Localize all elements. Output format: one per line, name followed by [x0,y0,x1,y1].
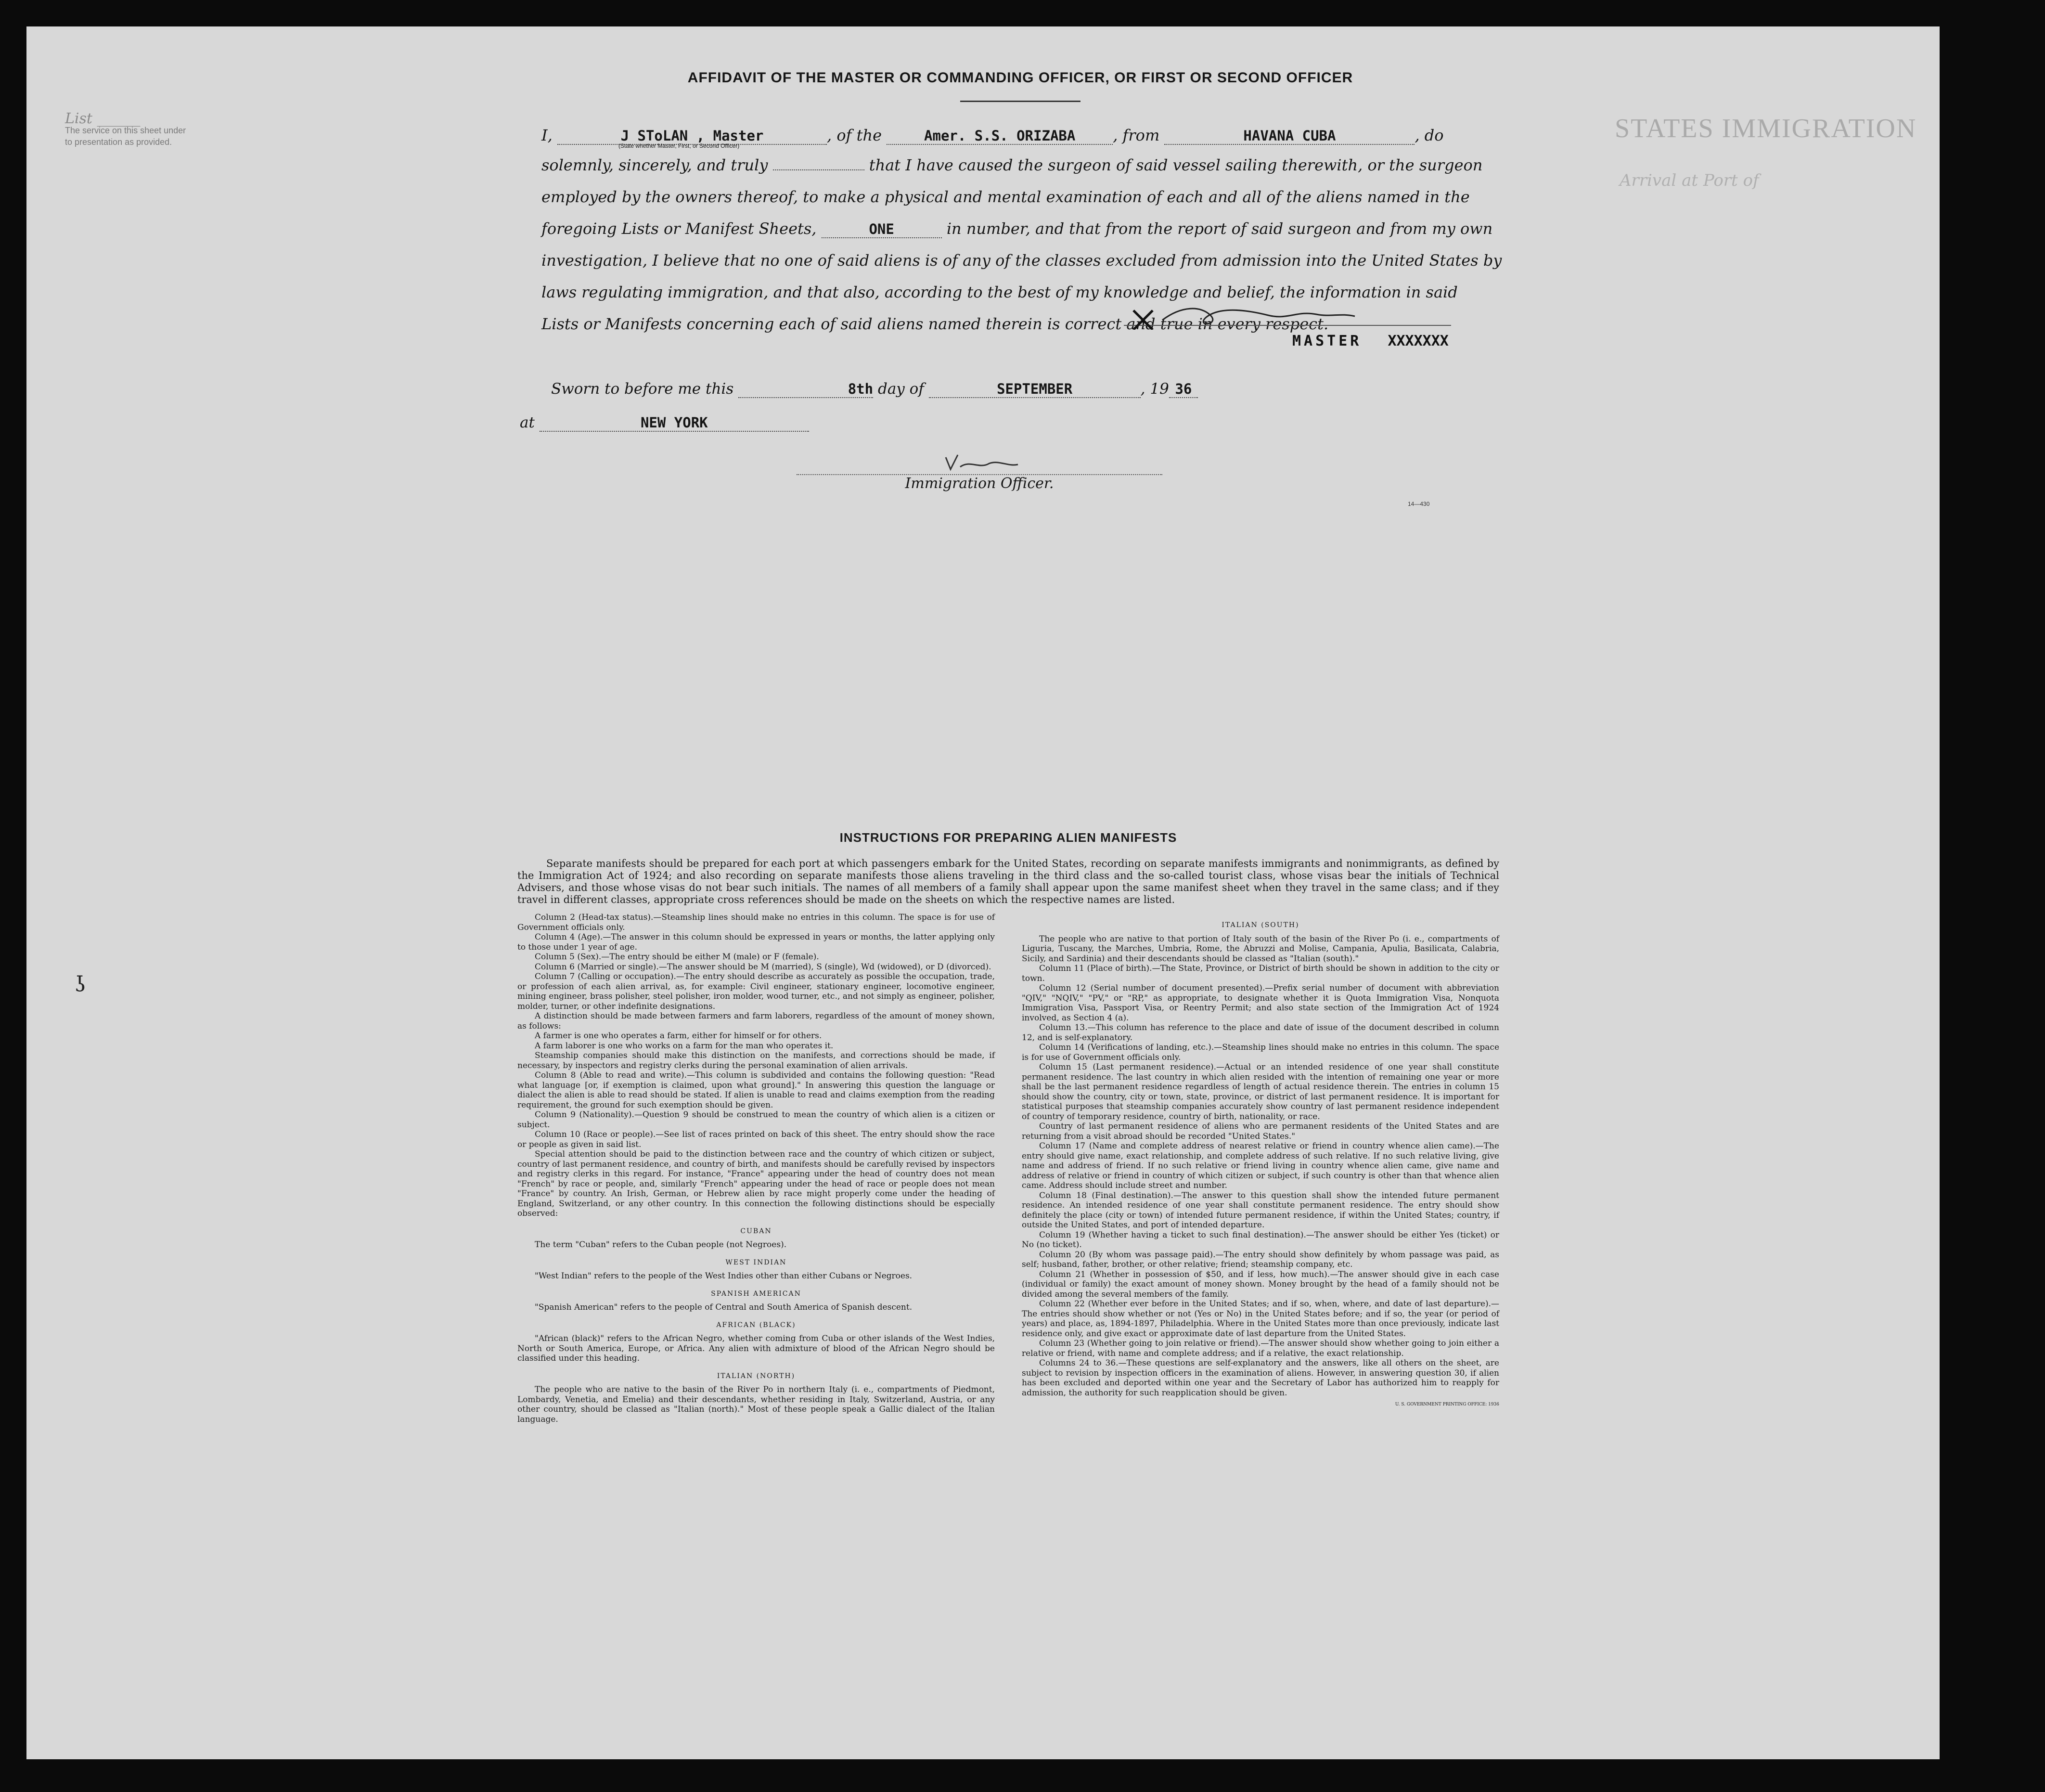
struck-title: XXXXXXX [1388,333,1449,349]
i-label: I, [541,126,553,144]
blank-field [773,169,864,170]
officer-name: J SToLAN [620,128,688,144]
officer-label: Immigration Officer. [905,475,1054,492]
section-heading: ITALIAN (NORTH) [717,1372,796,1380]
officer-field: J SToLAN , Master [557,128,827,145]
departure-port: HAVANA CUBA [1164,128,1415,145]
affidavit-text: solemnly, sincerely, and truly [541,156,768,174]
section-heading: CUBAN [740,1227,772,1235]
instruction-paragraph: Column 23 (Whether going to join relative or friend).—The answer should show whether going to join either a relative or friend, with name and complete address; and if a relative, the exact relationship. [1022,1339,1499,1358]
signer-title-text: MASTER [1292,333,1362,349]
officer-signature [931,450,1028,474]
instruction-paragraph: The term "Cuban" refers to the Cuban people (not Negroes). [535,1240,787,1250]
instruction-paragraph: Column 12 (Serial number of document presented).—Prefix serial number of document with abbreviation "QIV," "NQIV," "PV," or "RP," as appropriate, to designate whether it is Quota Immigration Visa, Nonquota Immigration Visa, Passport Visa, or Reentry Permit; and also state section of the Immigration Act of 1924 involved, as Section 4 (a). [1022,983,1499,1023]
signature-line [1124,301,1451,326]
instructions-left-column [517,913,995,1424]
sheets-count: ONE [822,221,942,238]
punch-hole [2029,609,2045,632]
signer-title [1124,333,1461,349]
instruction-paragraph: Column 15 (Last permanent residence).—Actual or an intended residence of one year shall constitute permanent residence. The last country in which alien resided with the intention of remaining one year or more shall be the last permanent residence regardless of length of actual residence therein. The entries in column 15 should show the country, city or town, state, province, or district of last permanent residence. It is important for statistical purposes that steamship companies accurately show country of last permanent residence independent of country of temporary residence, country of birth, nationality, or race. [1022,1062,1499,1122]
instruction-paragraph: Columns 24 to 36.—These questions are self-explanatory and the answers, like all others on the sheet, are subject to revision by inspection officers in the examination of aliens. However, in answering question 30, if alien has been excluded and deported within one year and the Secretary of Labor has authorized him to reapply for admission, the authority for such reapplication should be given. [1022,1358,1499,1398]
title-rule [960,101,1080,102]
margin-mark: ʖ [75,972,86,997]
vessel-name: Amer. S.S. ORIZABA [887,128,1113,145]
instruction-paragraph: Special attention should be paid to the distinction between race and the country of which citizen or subject, country of last permanent residence, and country of birth, and manifests should be carefully revised by inspectors and registry clerks in this regard. For instance, "France" appearing under the head of country does not mean "French" by race or people, and, similarly "French" appearing under the head of race or people does not mean "France" by country. An Irish, German, or Hebrew alien by race might properly come under the heading of England, Switzerland, or any other country. In this connection the following distinctions should be especially observed: [517,1149,995,1218]
bleed-through-left [65,110,186,148]
instruction-paragraph: Column 2 (Head-tax status).—Steamship lines should make no entries in this column. The space is for use of Government officials only. [517,913,995,932]
sworn-day: 8th [738,381,873,398]
instruction-paragraph: A farmer is one who operates a farm, either for himself or for others. [535,1031,822,1041]
master-signature [1124,301,1451,330]
immigration-officer-block [797,450,1162,492]
instruction-paragraph: "West Indian" refers to the people of the West Indies other than either Cubans or Negroes. [535,1271,913,1281]
instruction-paragraph: Country of last permanent residence of aliens who are permanent residents of the United States and are returning from a visit abroad should be recorded "United States." [1022,1122,1499,1141]
instruction-paragraph: The people who are native to that portion of Italy south of the basin of the River Po (i. e., compartments of Liguria, Tuscany, the Marches, Umbria, Rome, the Abruzzi and Molise, Campania, Apulia, Basilicata, Calabria, Sicily, and Sardinia) and their descendants should be classed as "Italian (south)." [1022,934,1499,964]
affidavit-line-2 [541,149,1499,181]
instructions-intro: Separate manifests should be prepared for each port at which passengers embark for the United States, recording on separate manifests immigrants and nonimmigrants, as defined by the Immigration Act of 1924; and also recording on separate manifests those aliens traveling in the third class and the so-called tourist class, whose visas bear the initials of Technical Advisers, and those whose visas do not bear such initials. The names of all members of a family shall appear upon the same manifest sheet when they travel in the same class; and if they travel in different classes, appropriate cross references should be made on the sheets on which the respective names are listed. [517,858,1499,905]
from-label: from [1122,126,1160,144]
sworn-place: NEW YORK [540,414,809,432]
do-label: , do [1415,126,1444,144]
affidavit-text: in number, and that from the report of said surgeon and from my own [946,219,1493,238]
instruction-paragraph: Column 21 (Whether in possession of $50, and if less, how much).—The answer should give in each case (individual or family) the exact amount of money shown. Money brought by the head of a family should not be divided among the several members of the family. [1022,1269,1499,1299]
sworn-month: SEPTEMBER [929,381,1141,398]
bleed-through-subheader: Arrival at Port of [1620,171,1759,190]
instruction-paragraph: "African (black)" refers to the African Negro, whether coming from Cuba or other islands of the West Indies, North or South America, Europe, or Africa. Any alien with admixture of blood of the African Negro should be classified under this heading. [517,1334,995,1363]
instruction-paragraph: Column 22 (Whether ever before in the United States; and if so, when, where, and date of last departure).—The entries should show whether or not (Yes or No) in the United States before; and if so, the year (or period of years) and place, as, 1894-1897, Philadelphia. Where in the United States more than once previously, indicate last residence only, and give exact or approximate date of last departure from the United States. [1022,1299,1499,1339]
section-heading: AFRICAN (BLACK) [716,1321,796,1329]
affidavit-title: AFFIDAVIT OF THE MASTER OR COMMANDING OFFICER, OR FIRST OR SECOND OFFICER [687,70,1353,86]
rank-note: (State whether Master, First, or Second Officer) [618,142,740,149]
affidavit-text: that I have caused the surgeon of said vessel sailing therewith, or the surgeon [869,156,1483,174]
affidavit-line-5: investigation, I believe that no one of said aliens is of any of the classes excluded from admission into the United States by [541,251,1502,270]
instruction-paragraph: Column 11 (Place of birth).—The State, Province, or District of birth should be shown in addition to the city or town. [1022,964,1499,983]
instruction-paragraph: Column 7 (Calling or occupation).—The entry should describe as accurately as possible the occupation, trade, or profession of each alien arrival, as, for example: Civil engineer, stationary engineer, locomotive engineer, mining engineer, brass polisher, steel polisher, iron molder, wood turner, etc., and not simply as engineer, polisher, molder, turner, or other indefinite designations. [517,972,995,1011]
master-signature-block [1124,301,1461,349]
punch-hole [2029,298,2045,322]
instruction-paragraph: A distinction should be made between farmers and farm laborers, regardless of the amount of money shown, as follows: [517,1011,995,1031]
affidavit-line-6: laws regulating immigration, and that also, according to the best of my knowledge and belief, the information in said [541,283,1458,301]
master-affidavit [541,70,1502,340]
affidavit-line-4 [541,213,1499,245]
section-heading: SPANISH AMERICAN [711,1289,801,1298]
instructions-columns [517,913,1499,1424]
sworn-place-line [520,414,809,432]
form-number: 14—430 [1408,501,1430,507]
faint-handwriting: List ______ [65,110,141,127]
faint-note-line-2: to presentation as provided. [65,137,172,147]
day-of-label: day of [877,380,924,398]
at-label: at [520,414,535,431]
sworn-line [551,380,1198,398]
officer-rank: Master [713,128,764,144]
instruction-paragraph: Column 10 (Race or people).—See list of races printed on back of this sheet. The entry should show the race or people as given in said list. [517,1130,995,1149]
officer-signature-line [797,450,1162,475]
instruction-paragraph: Column 17 (Name and complete address of nearest relative or friend in country whence alien came).—The entry should give name, exact relationship, and complete address of such relative. If no such relative living, give name and address of friend. If no such relative or friend living in country whence alien came, give name and address of relative or friend in country of which citizen or subject, if such country is other than that whence alien came. Address should include street and number. [1022,1141,1499,1190]
instruction-paragraph: Column 9 (Nationality).—Question 9 should be construed to mean the country of which alien is a citizen or subject. [517,1110,995,1130]
of-the-label: of the [836,126,882,144]
section-heading: WEST INDIAN [725,1258,787,1266]
instructions-title: INSTRUCTIONS FOR PREPARING ALIEN MANIFESTS [839,830,1177,845]
punch-hole [2029,219,2045,242]
instruction-paragraph: Column 18 (Final destination).—The answer to this question shall show the intended future permanent residence. An intended residence of one year shall constitute permanent residence. The entry should show definitely the place (city or town) of intended future permanent residence, if within the United States; country, if outside the United States, and port of intended departure. [1022,1190,1499,1230]
printer-line: U. S. GOVERNMENT PRINTING OFFICE: 1936 [1395,1402,1499,1407]
instructions-right-column [1022,913,1499,1424]
year-prefix: , 19 [1140,380,1169,398]
instruction-paragraph: Column 19 (Whether having a ticket to such final destination).—The answer should be either Yes (ticket) or No (no ticket). [1022,1230,1499,1250]
punch-hole [2029,1134,2045,1157]
instruction-paragraph: Column 20 (By whom was passage paid).—The entry should show definitely by whom passage was paid, as self; husband, father, brother, or other relative; friend; steamship company, etc. [1022,1250,1499,1269]
sworn-year: 36 [1169,381,1198,398]
affidavit-line-1: I, J SToLAN , Master , of the Amer. S.S. ORIZABA , from HAVANA CUBA , do (State whether Master, First, or Second Officer) [541,119,1499,149]
manifest-sheet [26,26,1940,1759]
instruction-paragraph: Steamship companies should make this distinction on the manifests, and corrections should be made, if necessary, by inspectors and registry clerks during the personal examination of alien arrivals. [517,1051,995,1070]
affidavit-line-7: Lists or Manifests concerning each of said aliens named therein is correct and true in every respect. [541,315,1329,333]
instruction-paragraph: "Spanish American" refers to the people of Central and South America of Spanish descent. [535,1302,913,1312]
affidavit-line-3: employed by the owners thereof, to make a physical and mental examination of each and all of the aliens named in the [541,188,1470,206]
instruction-paragraph: Column 4 (Age).—The answer in this column should be expressed in years or months, the latter applying only to those under 1 year of age. [517,932,995,952]
instruction-paragraph: A farm laborer is one who works on a farm for the man who operates it. [535,1041,834,1051]
instructions-section [517,830,1499,1424]
punch-hole [2029,532,2045,555]
instruction-paragraph: Column 8 (Able to read and write).—This column is subdivided and contains the following question: "Read what language [or, if exemption is claimed, upon what ground]." In answering this question the language or dialect the alien is able to read should be stated. If alien is unable to read and claims exemption from the reading requirement, the ground for such exemption should be given. [517,1070,995,1110]
instruction-paragraph: The people who are native to the basin of the River Po in northern Italy (i. e., compartments of Piedmont, Lombardy, Venetia, and Emelia) and their descendants, whether residing in Italy, Switzerland, Austria, or any other country, should be classed as "Italian (north)." Most of these people speak a Gallic dialect of the Italian language. [517,1385,995,1424]
faint-note-line-1: The service on this sheet under [65,126,186,135]
punch-hole [2029,1054,2045,1077]
instruction-paragraph: Column 5 (Sex).—The entry should be either M (male) or F (female). [535,952,819,962]
sworn-prefix: Sworn to before me this [551,380,734,398]
bleed-through-header: STATES IMMIGRATION [1615,114,1917,143]
instruction-paragraph: Column 6 (Married or single).—The answer should be M (married), S (single), Wd (widowed), or D (divorced). [535,962,991,972]
affidavit-text: foregoing Lists or Manifest Sheets, [541,219,817,238]
instruction-paragraph: Column 14 (Verifications of landing, etc.).—Steamship lines should make no entries in this column. The space is for use of Government officials only. [1022,1043,1499,1062]
section-heading: ITALIAN (SOUTH) [1222,921,1299,929]
instruction-paragraph: Column 13.—This column has reference to the place and date of issue of the document described in column 12, and is self-explanatory. [1022,1023,1499,1043]
